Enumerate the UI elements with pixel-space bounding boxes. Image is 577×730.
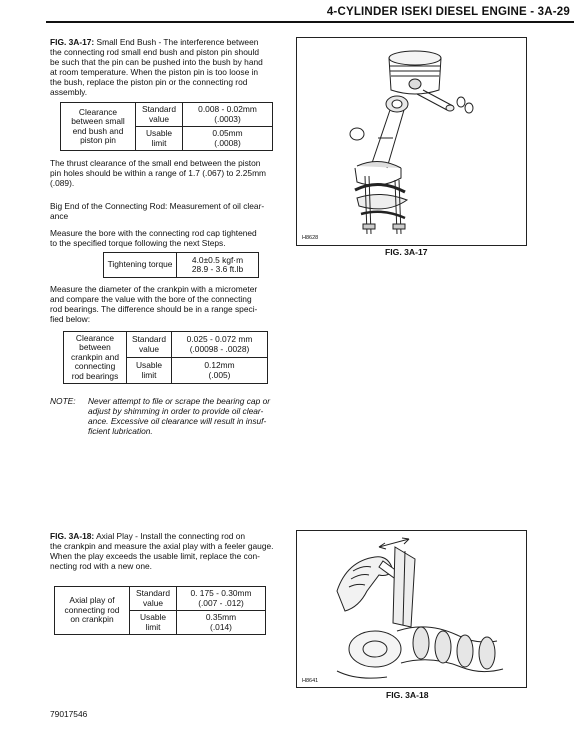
- table1-standard-label: Standard value: [136, 103, 183, 127]
- crankpin-paragraph: Measure the diameter of the crankpin with a micrometer and compare the value with the bore of the connecting rod bearings. The difference should be in a range speci- fied below:: [50, 284, 258, 325]
- fig17-line-2: be such that the pin can be pushed into the bush by hand: [50, 57, 263, 68]
- table3-usable-value: 0.35mm (.014): [177, 611, 266, 635]
- fig18-code: H8641: [302, 678, 319, 684]
- thrust-paragraph: The thrust clearance of the small end between the piston pin holes should be within a range of 1.7 (.067) to 2.25mm (.089).: [50, 158, 267, 189]
- fig18-label: FIG. 3A-18:: [50, 531, 95, 541]
- crankpin-clearance-table: [63, 331, 268, 384]
- table2-usable-label: Usable limit: [127, 358, 172, 384]
- table1-usable-label: Usable limit: [136, 127, 183, 151]
- table1-usable-value: 0.05mm (.0008): [183, 127, 273, 151]
- axial-play-feeler-gauge-drawing: [297, 531, 526, 687]
- fig18-caption: FIG. 3A-18: [386, 690, 429, 700]
- big-end-heading: Big End of the Connecting Rod: Measurement of oil clear- ance: [50, 201, 265, 222]
- axial-play-table: [54, 586, 266, 635]
- fig17-label: FIG. 3A-17:: [50, 37, 95, 47]
- fig17-line-4: the bush, replace the piston pin or the connecting rod: [50, 77, 248, 88]
- table1-item: Clearance between small end bush and piston pin: [61, 103, 136, 151]
- document-number: 79017546: [50, 709, 88, 719]
- fig17-line-1: the connecting rod small end bush and piston pin should: [50, 47, 260, 58]
- table2-usable-value: 0.12mm (.005): [172, 358, 268, 384]
- table1-standard-value: 0.008 - 0.02mm (.0003): [183, 103, 273, 127]
- fig17-line-3: at room temperature. When the piston pin is too loose in: [50, 67, 259, 78]
- table3-standard-value: 0. 175 - 0.30mm (.007 - .012): [177, 587, 266, 611]
- table2-item: Clearance between crankpin and connecting rod bearings: [64, 332, 127, 384]
- fig18-illustration: [296, 530, 527, 688]
- table3-standard-label: Standard value: [130, 587, 177, 611]
- fig17-line-0-rest: - The interference between: [156, 37, 259, 47]
- torque-label: Tightening torque: [104, 253, 177, 278]
- header-rule: [46, 21, 574, 23]
- page-header-title: 4-CYLINDER ISEKI DIESEL ENGINE - 3A-29: [326, 6, 570, 18]
- table3-item: Axial play of connecting rod on crankpin: [55, 587, 130, 635]
- fig17-paragraph: [50, 37, 286, 98]
- fig17-title: Small End Bush: [96, 37, 157, 47]
- table3-usable-label: Usable limit: [130, 611, 177, 635]
- table2-standard-value: 0.025 - 0.072 mm (.00098 - .0028): [172, 332, 268, 358]
- fig17-line-5: assembly.: [50, 87, 88, 98]
- fig17-caption: FIG. 3A-17: [385, 247, 428, 257]
- measure-bore-paragraph: Measure the bore with the connecting rod cap tightened to the specified torque following the next Steps.: [50, 228, 257, 249]
- table2-standard-label: Standard value: [127, 332, 172, 358]
- fig18-paragraph: FIG. 3A-18: Axial Play - Install the connecting rod on the crankpin and measure the axial play with a feeler gauge. When the play exceeds the usable limit, replace the con- necting rod with a new one.: [50, 531, 274, 572]
- torque-value: 4.0±0.5 kgf·m 28.9 - 3.6 ft.lb: [177, 253, 259, 278]
- fig18-line-0-rest: Axial Play - Install the connecting rod on: [94, 531, 246, 541]
- small-end-clearance-table: [60, 102, 273, 151]
- note-label: NOTE:: [50, 396, 76, 406]
- fig17-code: H8628: [302, 235, 319, 241]
- tightening-torque-table: [103, 252, 259, 278]
- note-body: Never attempt to file or scrape the bearing cap or adjust by shimming in order to provide oil clear- ance. Excessive oil clearance will result in insuf- ficient lubrication.: [88, 396, 271, 437]
- fig17-illustration: [296, 37, 527, 246]
- piston-connecting-rod-drawing: [297, 38, 526, 245]
